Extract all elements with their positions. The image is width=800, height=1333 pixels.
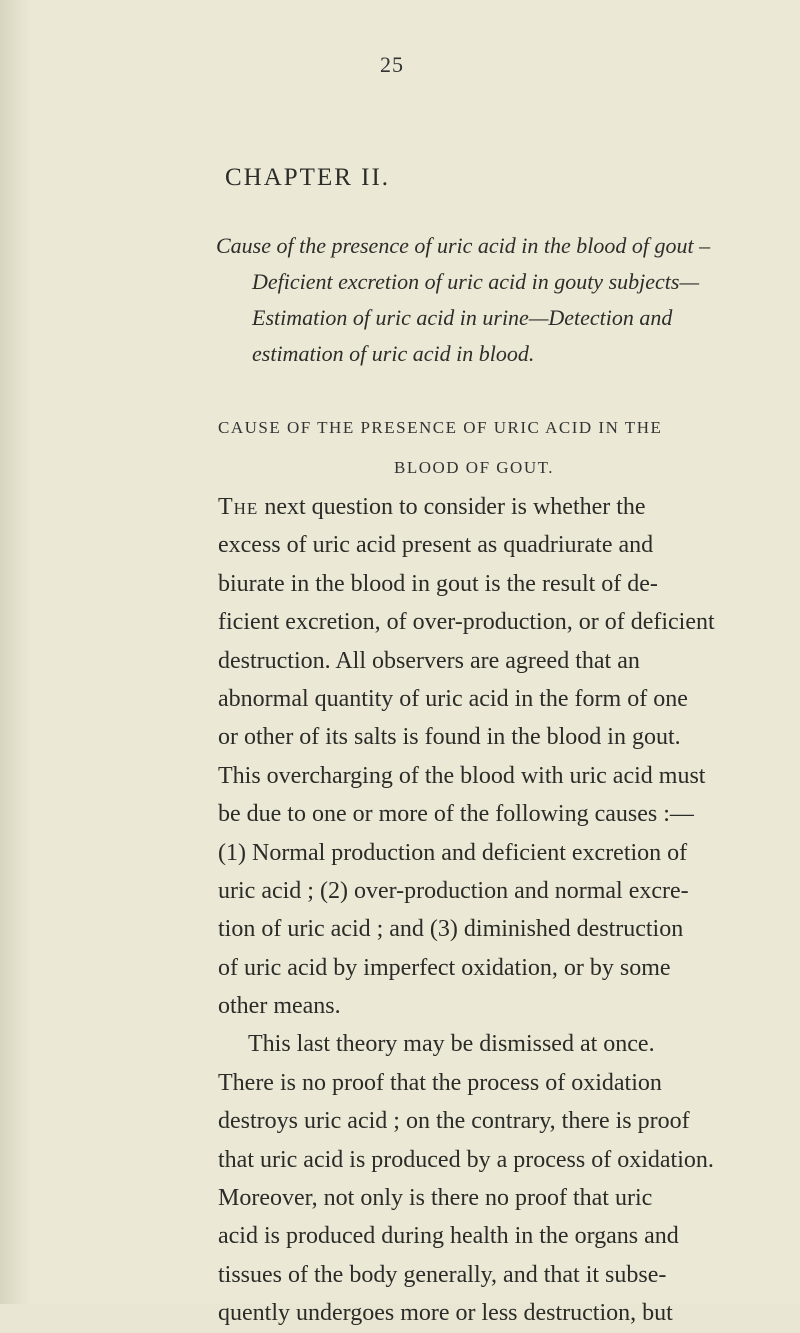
chapter-summary [216,228,796,372]
paragraph-1-line: uric acid ; (2) over-production and normal excre- [218,877,689,904]
section-heading-line: BLOOD OF GOUT. [394,458,554,477]
chapter-heading: CHAPTER II. [225,164,391,191]
paragraph-1-line: (1) Normal production and deficient excretion of [218,839,688,866]
paragraph-1-line: abnormal quantity of uric acid in the form of one [218,685,688,712]
page-edge-shadow [0,0,30,1304]
summary-line: Cause of the presence of uric acid in the blood of gout – [216,233,711,258]
paragraph-2-line: quently undergoes more or less destruction, but [218,1300,673,1327]
paragraph-1-line: This overcharging of the blood with uric acid must [218,762,706,789]
paragraph-1-line: ficient excretion, of over-production, or of deficient [218,609,715,636]
paragraph-1-line: excess of uric acid present as quadriurate and [218,532,654,559]
summary-line: estimation of uric acid in blood. [252,341,535,366]
paragraph-2-line: acid is produced during health in the organs and [218,1223,679,1250]
section-heading-line: CAUSE OF THE PRESENCE OF URIC ACID IN THE [218,418,663,437]
paragraph-1-line: biurate in the blood in gout is the result of de- [218,570,658,597]
summary-line: Deficient excretion of uric acid in gouty subjects— [252,269,700,294]
paragraph-1-line [218,488,800,526]
paragraph-1-line: be due to one or more of the following causes :— [218,801,694,828]
paragraph-2-line: This last theory may be dismissed at once. [248,1031,655,1058]
paragraph-2-line: destroys uric acid ; on the contrary, there is proof [218,1108,690,1135]
page-number: 25 [380,52,404,77]
paragraph-1-line: tion of uric acid ; and (3) diminished destruction [218,916,684,943]
summary-line: Estimation of uric acid in urine—Detection and [252,305,673,330]
section-heading [218,408,800,488]
paragraph-2-line: There is no proof that the process of oxidation [218,1069,662,1096]
paragraph-1-line: destruction. All observers are agreed that an [218,647,640,674]
paragraph-2-line: Moreover, not only is there no proof that uric [218,1185,653,1212]
paragraph-1-line: other means. [218,993,341,1020]
paragraph-2-line: that uric acid is produced by a process of oxidation. [218,1146,714,1173]
paragraph-1-line: of uric acid by imperfect oxidation, or by some [218,954,671,981]
paragraph-1-first-word: The [218,494,259,520]
paragraph-1-line-text: next question to consider is whether the [258,494,646,520]
paragraph-2-line: tissues of the body generally, and that it subse- [218,1261,667,1288]
body-text [218,488,800,1333]
paragraph-1-line: or other of its salts is found in the blood in gout. [218,724,681,751]
